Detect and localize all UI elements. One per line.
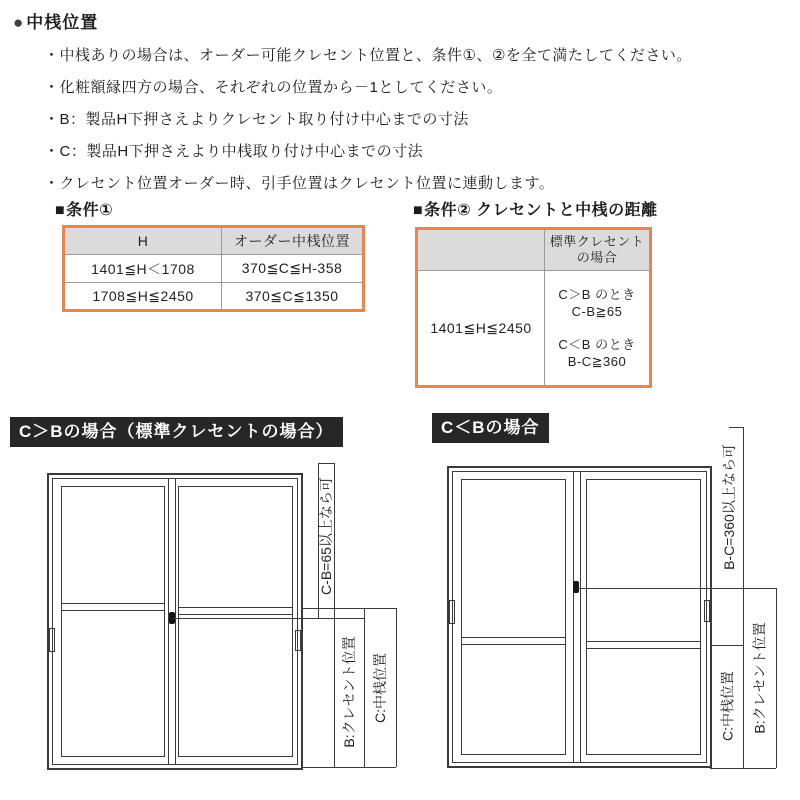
note-line: ・クレセント位置オーダー時、引手位置はクレセント位置に連動します。 (44, 175, 555, 192)
bottom-level-tick (303, 767, 396, 768)
mid-rail-line (461, 644, 566, 645)
dim-label-crescent-position: B:クレセント位置 (341, 636, 357, 748)
table-row (65, 255, 362, 283)
meeting-stile-line (573, 472, 574, 762)
notes-list (44, 40, 692, 200)
note-line: ・B：製品H下押さえよりクレセント取り付け中心までの寸法 (44, 111, 469, 128)
table-cell: 1708≦H≦2450 (65, 283, 222, 309)
dim-label-crescent-position: B:クレセント位置 (751, 622, 768, 734)
note-line: ・C：製品H下押さえより中桟取り付け中心までの寸法 (44, 143, 424, 160)
mid-rail-line (61, 603, 165, 604)
condition2-table (415, 227, 652, 388)
pull-handle-left (49, 628, 55, 652)
condition2-corner-cell (418, 230, 545, 270)
case-condition: C＞B のとき (558, 287, 636, 302)
case-block (558, 336, 635, 370)
dim-label-gap: C-B=65以上なら可 (318, 477, 334, 595)
dimension-extension-line (776, 588, 777, 768)
rail-level-tick (710, 645, 743, 646)
condition2-heading (413, 197, 658, 220)
mid-rail-line (461, 637, 566, 638)
square-marker-icon: ■ (413, 202, 424, 219)
pull-handle-left (449, 600, 455, 624)
table-row (65, 283, 362, 309)
note-line: ・化粧額縁四方の場合、それぞれの位置から－1としてください。 (44, 79, 503, 96)
mid-rail-line (178, 607, 293, 608)
table-cell: 1401≦H＜1708 (65, 255, 222, 282)
case-block (558, 286, 635, 320)
condition2-header-row (418, 230, 649, 271)
page-title-row (13, 8, 98, 33)
section-bullet-icon: ● (13, 13, 25, 32)
mid-rail-line (61, 610, 165, 611)
dim-label-gap: B-C=360以上なら可 (721, 444, 737, 570)
condition1-heading (55, 197, 113, 220)
glass-panel-left (461, 479, 566, 755)
crescent-level-tick (577, 588, 776, 589)
condition2-col-header (545, 230, 649, 270)
dim-label-rail-position: C:中桟位置 (719, 671, 736, 741)
square-marker-icon: ■ (55, 202, 66, 219)
dimension-extension-line (364, 608, 365, 767)
table-cell: 370≦C≦H-358 (241, 260, 343, 276)
pull-handle-right (704, 600, 710, 622)
glass-panel-left (61, 486, 165, 757)
case-formula: B-C≧360 (567, 354, 627, 369)
meeting-stile-line (175, 479, 176, 764)
bottom-level-tick (710, 768, 776, 769)
dimension-extension-line (396, 608, 397, 767)
condition1-table (62, 225, 365, 312)
pull-handle-right (295, 630, 301, 651)
glass-panel-right (178, 486, 293, 757)
cases-cell (545, 271, 649, 385)
header-line: 標準クレセント (549, 234, 645, 249)
condition1-header-row (65, 228, 362, 255)
condition1-col-header-order: オーダー中桟位置 (234, 233, 350, 249)
case-formula: C-B≧65 (571, 304, 623, 319)
mid-rail-line (586, 648, 701, 649)
condition2-label: 条件② クレセントと中桟の距離 (424, 202, 658, 219)
crescent-level-tick (172, 618, 364, 619)
meeting-stile-line (580, 472, 581, 762)
dim-label-rail-position: C:中桟位置 (372, 653, 388, 723)
height-range-cell: 1401≦H≦2450 (418, 271, 545, 385)
condition1-col-header-h: H (65, 228, 222, 254)
dimension-extension-line (743, 427, 744, 768)
header-line: の場合 (576, 250, 618, 265)
mid-rail-line (178, 614, 293, 615)
note-line: ・中桟ありの場合は、オーダー可能クレセント位置と、条件①、②を全て満たしてください。 (44, 47, 692, 64)
condition2-body-row (418, 271, 649, 385)
glass-panel-right (586, 479, 701, 755)
diagram-right-title-bar: C＜Bの場合 (432, 413, 549, 443)
case-condition: C＜B のとき (558, 337, 636, 352)
mid-rail-line (586, 641, 701, 642)
page-title: 中桟位置 (26, 13, 99, 32)
table-cell: 370≦C≦1350 (245, 287, 339, 304)
crescent-lock (573, 581, 579, 593)
condition1-label: 条件① (66, 202, 114, 219)
diagram-left-title-bar: C＞Bの場合（標準クレセントの場合） (10, 417, 343, 447)
